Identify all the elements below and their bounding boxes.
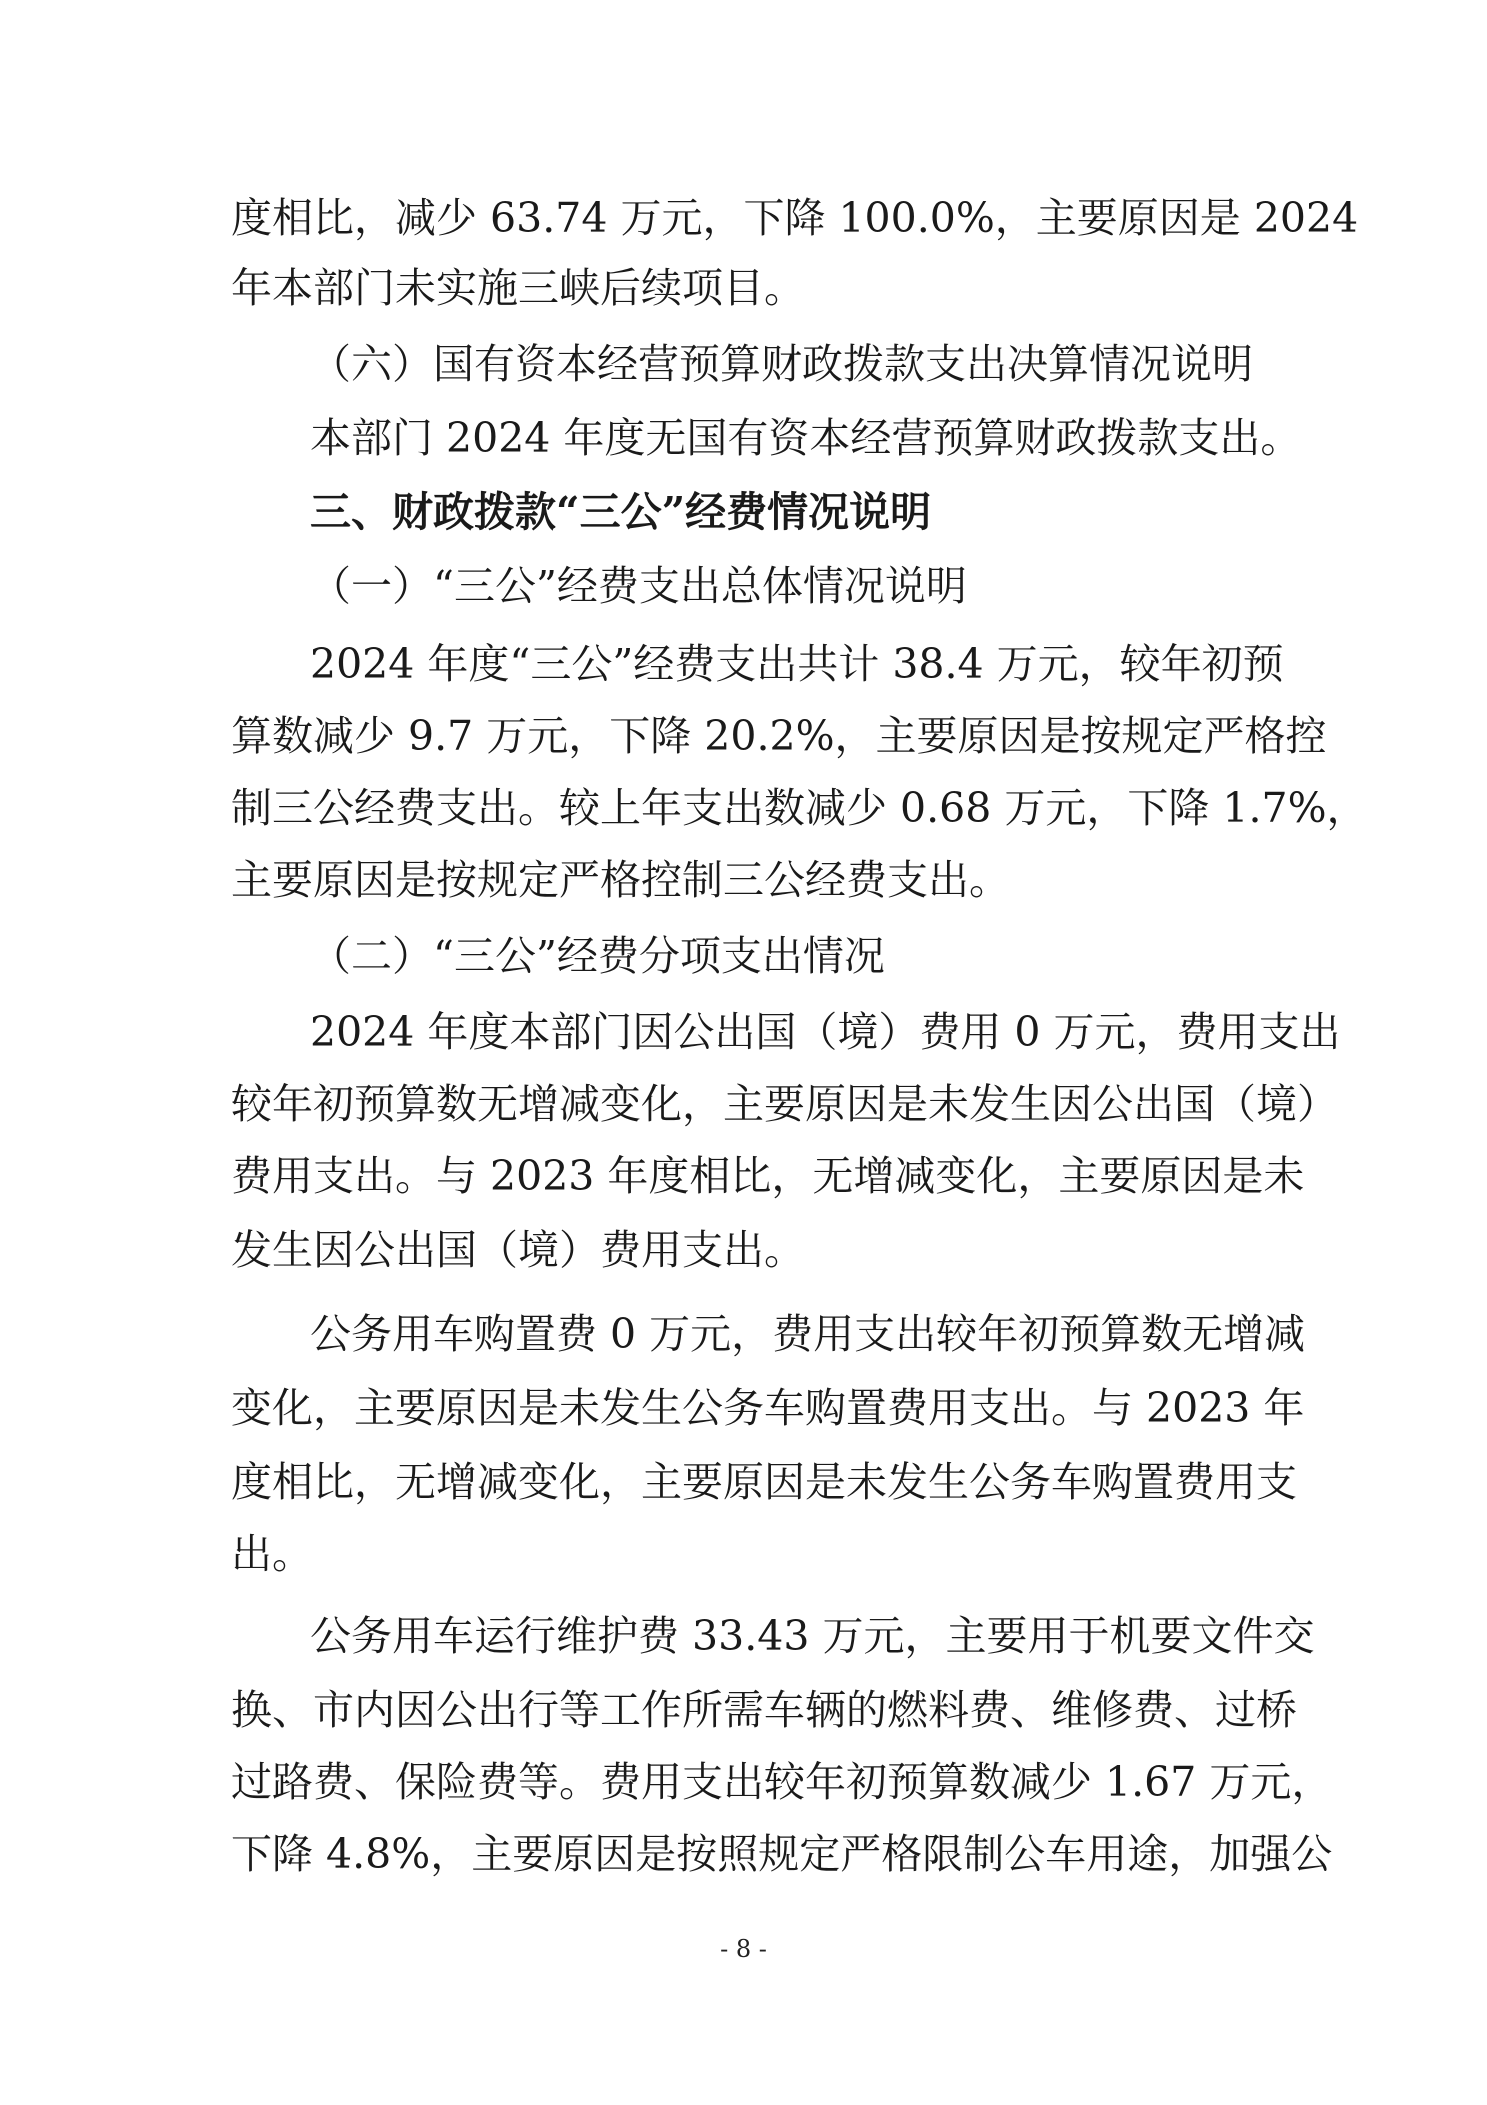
- section-subheading: （一）“三公”经费支出总体情况说明: [310, 562, 967, 610]
- paragraph-line: 发生因公出国（境）费用支出。: [231, 1226, 805, 1274]
- paragraph-line: 度相比，减少 63.74 万元，下降 100.0%，主要原因是 2024: [231, 194, 1359, 242]
- paragraph-line: 年本部门未实施三峡后续项目。: [231, 264, 805, 312]
- paragraph-line: 换、市内因公出行等工作所需车辆的燃料费、维修费、过桥: [231, 1686, 1297, 1734]
- paragraph-line: 2024 年度“三公”经费支出共计 38.4 万元，较年初预: [310, 640, 1284, 688]
- paragraph-line: 下降 4.8%，主要原因是按照规定严格限制公车用途，加强公: [231, 1830, 1333, 1878]
- paragraph-line: 制三公经费支出。较上年支出数减少 0.68 万元，下降 1.7%，: [231, 784, 1368, 832]
- paragraph-line: 出。: [231, 1530, 313, 1578]
- section-subheading: （六）国有资本经营预算财政拨款支出决算情况说明: [310, 340, 1253, 388]
- paragraph-line: 2024 年度本部门因公出国（境）费用 0 万元，费用支出: [310, 1008, 1341, 1056]
- paragraph-line: 公务用车购置费 0 万元，费用支出较年初预算数无增减: [310, 1310, 1306, 1358]
- paragraph-line: 过路费、保险费等。费用支出较年初预算数减少 1.67 万元，: [231, 1758, 1333, 1806]
- paragraph-line: 费用支出。与 2023 年度相比，无增减变化，主要原因是未: [231, 1152, 1305, 1200]
- page-number: - 8 -: [720, 1935, 767, 1963]
- paragraph-line: 度相比，无增减变化，主要原因是未发生公务车购置费用支: [231, 1458, 1297, 1506]
- paragraph-line: 较年初预算数无增减变化，主要原因是未发生因公出国（境）: [231, 1080, 1338, 1128]
- paragraph-line: 变化，主要原因是未发生公务车购置费用支出。与 2023 年: [231, 1384, 1305, 1432]
- paragraph-line: 本部门 2024 年度无国有资本经营预算财政拨款支出。: [310, 414, 1302, 462]
- paragraph-line: 公务用车运行维护费 33.43 万元，主要用于机要文件交: [310, 1612, 1315, 1660]
- section-heading: 三、财政拨款“三公”经费情况说明: [310, 488, 932, 536]
- paragraph-line: 算数减少 9.7 万元，下降 20.2%，主要原因是按规定严格控: [231, 712, 1327, 760]
- paragraph-line: 主要原因是按规定严格控制三公经费支出。: [231, 856, 1010, 904]
- section-subheading: （二）“三公”经费分项支出情况: [310, 932, 885, 980]
